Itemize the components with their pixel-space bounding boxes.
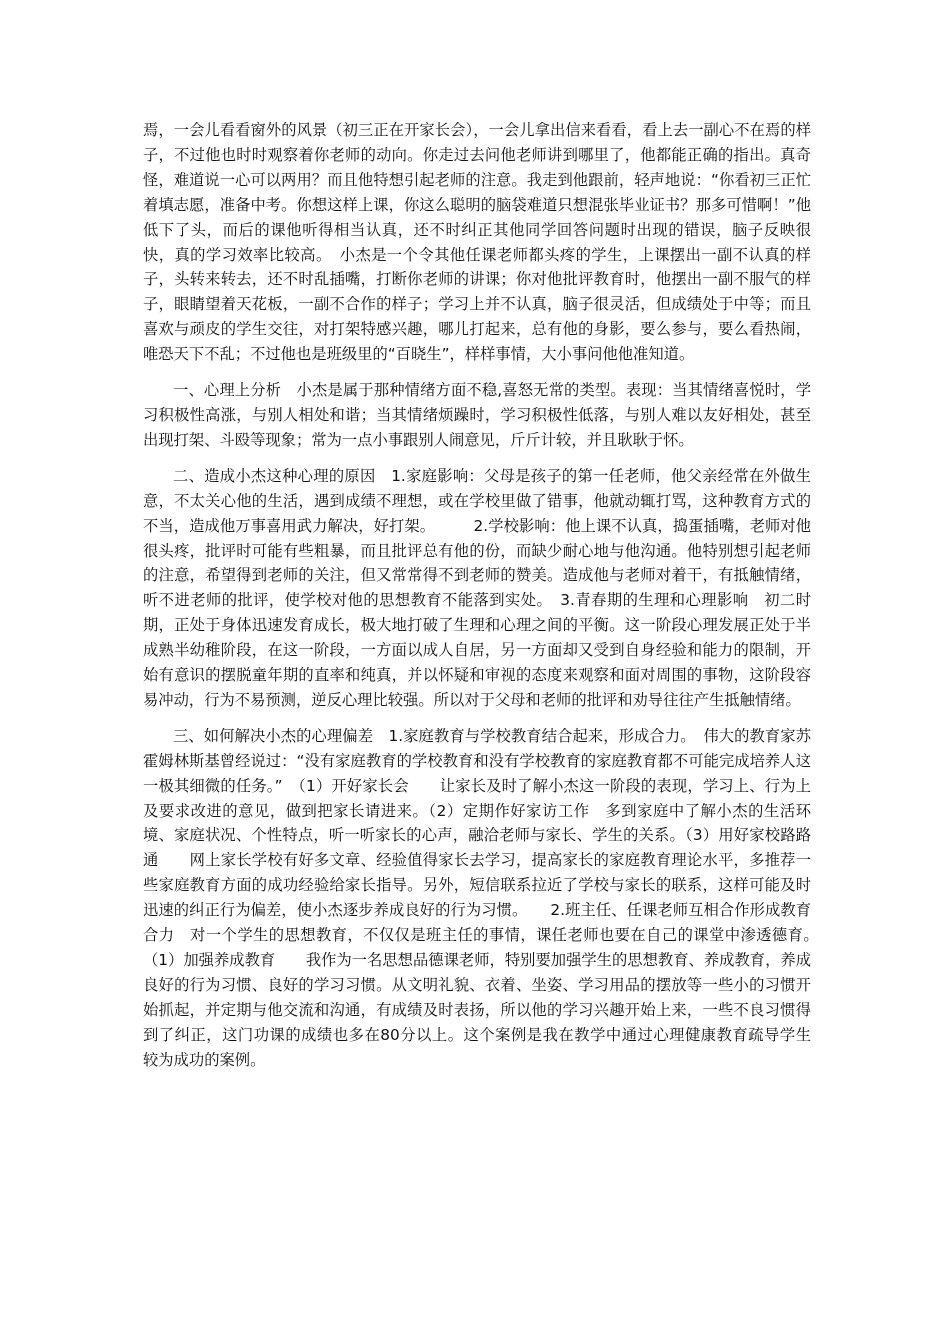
paragraph-intro: 焉，一会儿看看窗外的风景（初三正在开家长会），一会儿拿出信来看看，看上去一副心不在焉的样子，不过他也时时观察着你老师的动向。你走过去问他老师讲到哪里了，他都能正确的指出。真奇怪，难道说一心可以两用？而且他特想引起老师的注意。我走到他跟前，轻声地说：“你看初三正忙着填志愿，准备中考。你想这样上课，你这么聪明的脑袋难道只想混张毕业证书？那多可惜啊！”他低下了头，而后的课他听得相当认真，还不时纠正其他同学回答问题时出现的错误，脑子反映很快，真的学习效率比较高。 小杰是一个令其他任课老师都头疼的学生，上课摆出一副不认真的样子，头转来转去，还不时乱插嘴，打断你老师的讲课；你对他批评教育时，他摆出一副不服气的样子，眼睛望着天花板，一副不合作的样子；学习上并不认真，脑子很灵活，但成绩处于中等；而且喜欢与顽皮的学生交往，对打架特感兴趣，哪儿打起来，总有他的身影，要么参与，要么看热闹，唯恐天下不乱；不过他也是班级里的“百晓生”，样样事情，大小事问他他准知道。 — [143, 121, 811, 364]
paragraph-section-2: 二、造成小杰这种心理的原因 1.家庭影响：父母是孩子的第一任老师，他父亲经常在外做生意，不太关心他的生活，遇到成绩不理想，或在学校里做了错事，他就动辄打骂，这种教育方式的不当，造成他万事喜用武力解决，好打架。 2.学校影响：他上课不认真，捣蛋插嘴，老师对他很头疼，批评时可能有些粗暴，而且批评总有他的份，而缺少耐心地与他沟通。他特别想引起老师的注意，希望得到老师的关注，但又常常得不到老师的赞美。造成他与老师对着干，有抵触情绪，听不进老师的批评，使学校对他的思想教育不能落到实处。 3.青春期的生理和心理影响 初二时期，正处于身体迅速发育成长，极大地打破了生理和心理之间的平衡。这一阶段心理发展正处于半成熟半幼稚阶段，在这一阶段，一方面以成人自居，另一方面却又受到自身经验和能力的限制，开始有意识的摆脱童年期的直率和纯真，并以怀疑和审视的态度来观察和面对周围的事物，这阶段容易冲动，行为不易预测，逆反心理比较强。所以对于父母和老师的批评和劝导往往产生抵触情绪。 — [143, 466, 811, 709]
paragraph-section-3: 三、如何解决小杰的心理偏差 1.家庭教育与学校教育结合起来，形成合力。 伟大的教育家苏霍姆林斯基曾经说过：“没有家庭教育的学校教育和没有学校教育的家庭教育都不可能完成培养人这一极其细微的任务。” （1）开好家长会 让家长及时了解小杰这一阶段的表现，学习上、行为上及要求改进的意见，做到把家长请进来。（2）定期作好家访工作 多到家庭中了解小杰的生活环境、家庭状况、个性特点，听一听家长的心声，融洽老师与家长、学生的关系。（3）用好家校路路通 网上家长学校有好多文章、经验值得家长去学习，提高家长的家庭教育理论水平，多推荐一些家庭教育方面的成功经验给家长指导。另外，短信联系拉近了学校与家长的联系，这样可能及时迅速的纠正行为偏差，使小杰逐步养成良好的行为习惯。 2.班主任、任课老师互相合作形成教育合力 对一个学生的思想教育，不仅仅是班主任的事情，课任老师也要在自己的课堂中渗透德育。 （1）加强养成教育 我作为一名思想品德课老师，特别要加强学生的思想教育、养成教育，养成良好的行为习惯、良好的学习习惯。从文明礼貌、衣着、坐姿、学习用品的摆放等一些小的习惯开始抓起，并定期与他交流和沟通，有成绩及时表扬，所以他的学习兴趣开始上来，一些不良习惯得到了纠正，这门功课的成绩也多在80分以上。这个案例是我在教学中通过心理健康教育疏导学生 较为成功的案例。 — [143, 726, 827, 1069]
paragraph-section-1: 一、心理上分析 小杰是属于那种情绪方面不稳,喜怒无常的类型。表现：当其情绪喜悦时，学习积极性高涨，与别人相处和谐；当其情绪烦躁时，学习积极性低落，与别人难以友好相处，甚至出现打架、斗殴等现象；常为一点小事跟别人闹意见，斤斤计较，并且耿耿于怀。 — [143, 381, 811, 449]
document-body — [143, 118, 827, 1084]
